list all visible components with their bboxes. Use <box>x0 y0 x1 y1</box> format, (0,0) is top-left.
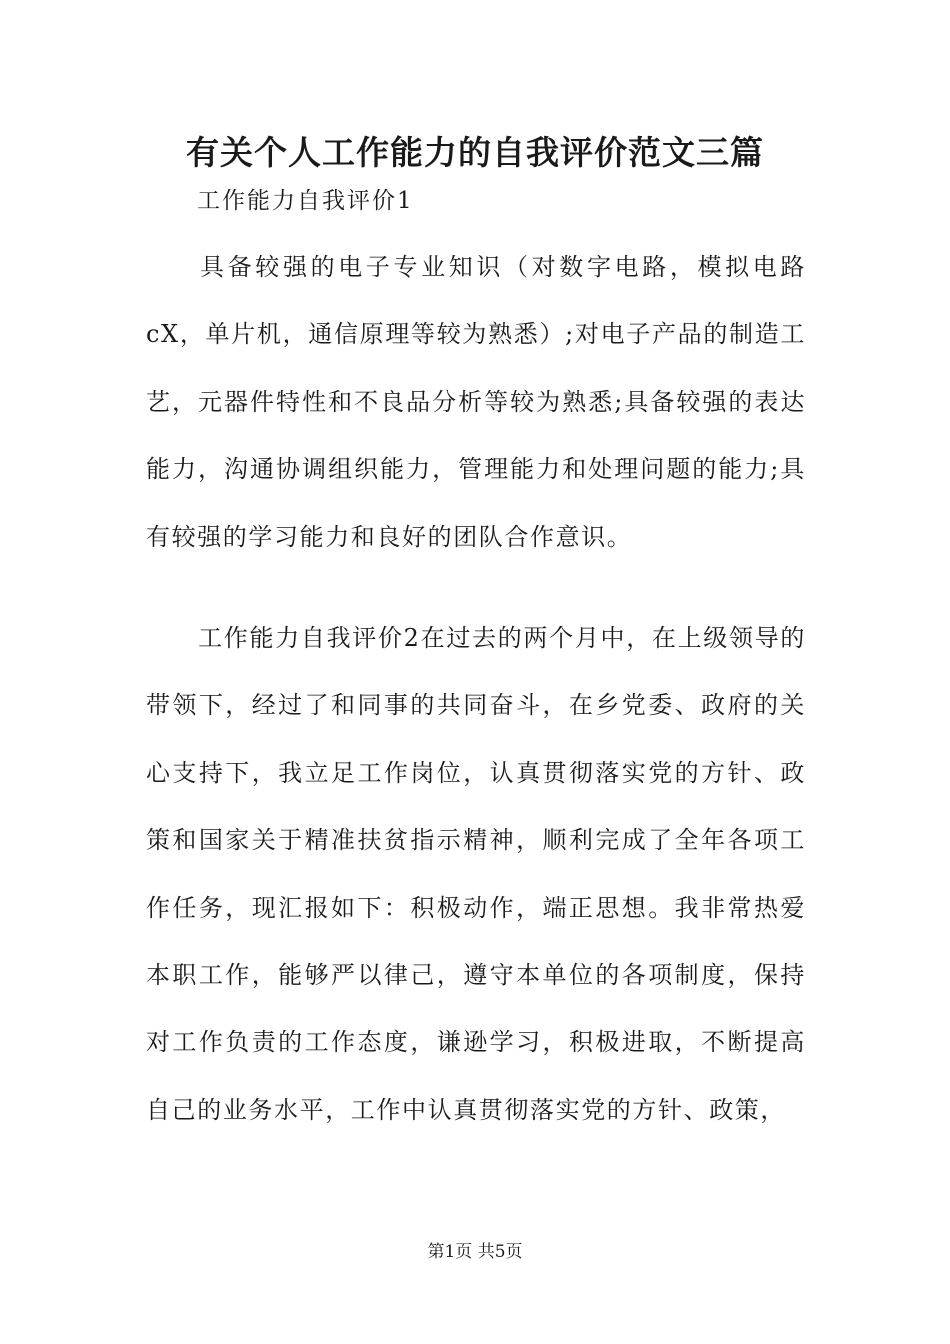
section-heading-1: 工作能力自我评价1 <box>197 188 414 214</box>
paragraph-2 <box>146 605 806 1144</box>
page-footer: 第1页 共5页 <box>427 1242 523 1262</box>
paragraph-2-text: 工作能力自我评价2在过去的两个月中，在上级领导的带领下，经过了和同事的共同奋斗，在乡党委、政府的关心支持下，我立足工作岗位，认真贯彻落实党的方针、政策和国家关于精准扶贫指示精神，顺利完成了全年各项工作任务，现汇报如下：积极动作，端正思想。我非常热爱本职工作，能够严以律己，遵守本单位的各项制度，保持对工作负责的工作态度，谦逊学习，积极进取，不断提高自己的业务水平，工作中认真贯彻落实党的方针、政策， <box>146 624 806 1124</box>
paragraph-1-text: 具备较强的电子专业知识（对数字电路，模拟电路cX，单片机，通信原理等较为熟悉）;对电子产品的制造工艺，元器件特性和不良品分析等较为熟悉;具备较强的表达能力，沟通协调组织能力，管理能力和处理问题的能力;具有较强的学习能力和良好的团队合作意识。 <box>146 253 806 551</box>
document-title: 有关个人工作能力的自我评价范文三篇 <box>186 133 764 172</box>
paragraph-1 <box>146 234 806 571</box>
